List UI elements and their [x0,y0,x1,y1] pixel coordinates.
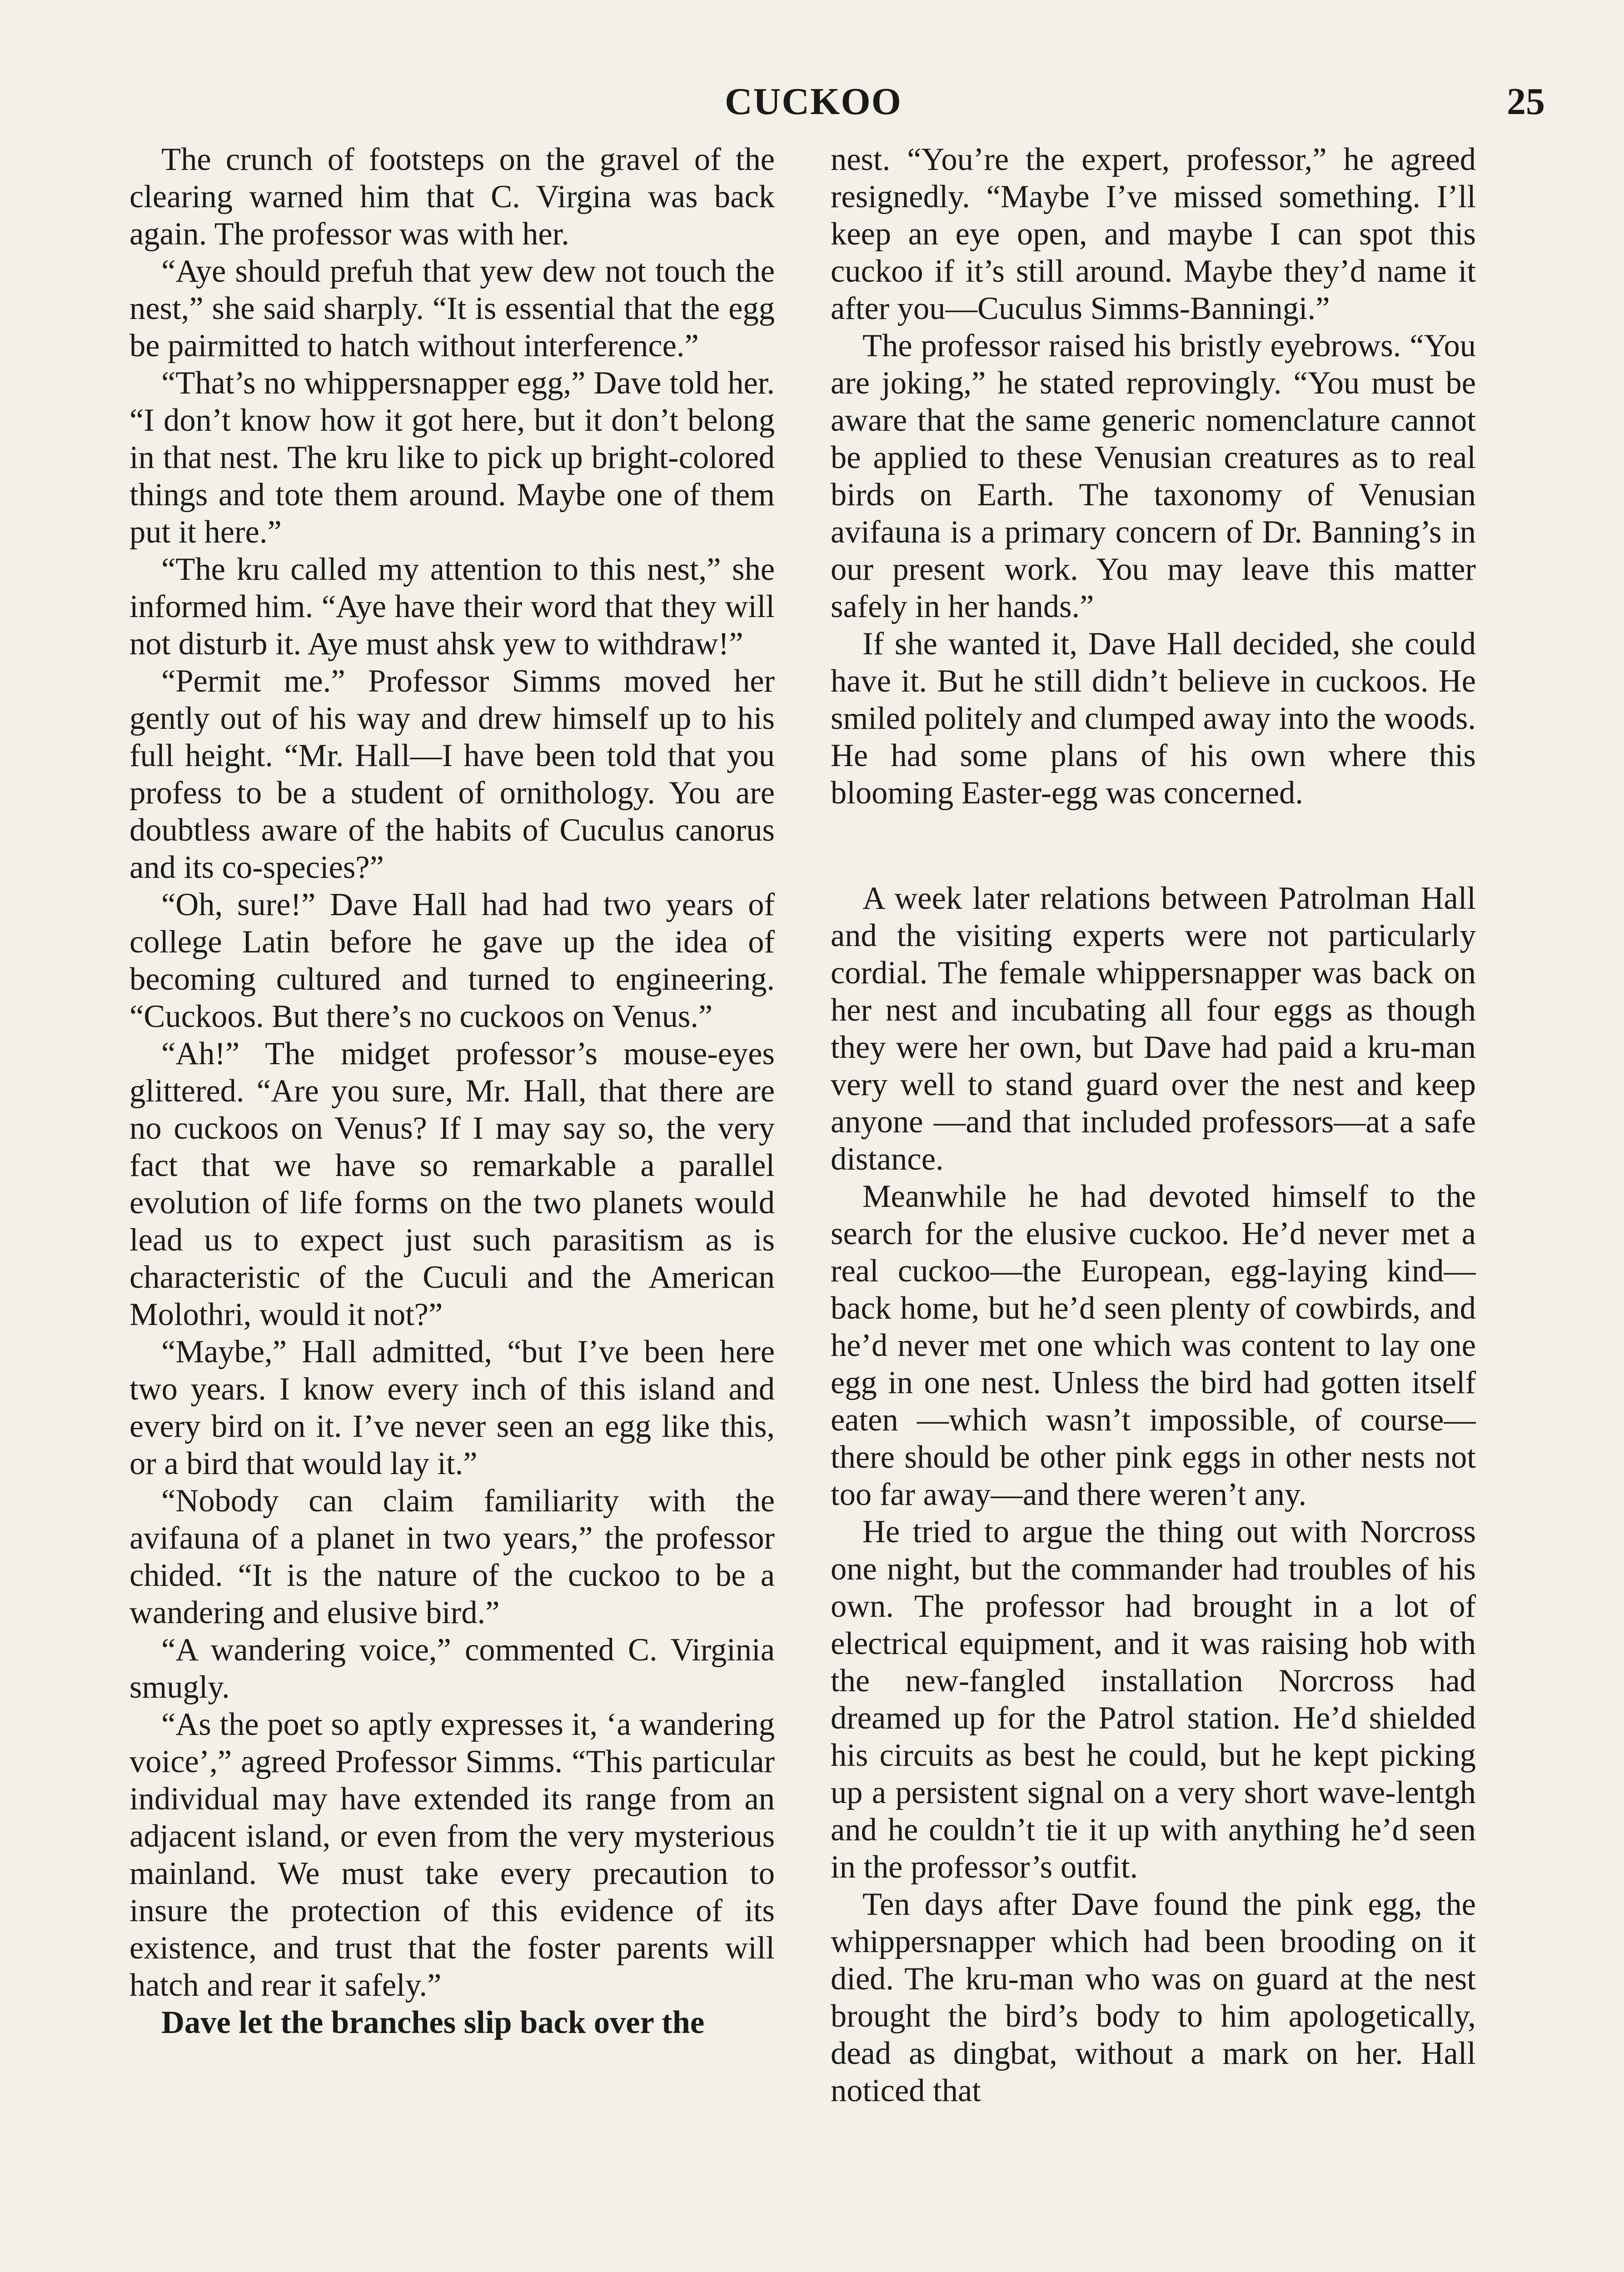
left-column [130,141,775,2272]
paragraph: “That’s no whippersnapper egg,” Dave told her. “I don’t know how it got here, but it don’t belong in that nest. The kru like to pick up bright-colored things and tote them around. Maybe one of them put it here.” [130,365,775,550]
paragraph: “A wandering voice,” commented C. Virginia smugly. [130,1632,775,1705]
paragraph: If she wanted it, Dave Hall decided, she could have it. But he still didn’t believe in cuckoos. He smiled politely and clumped away into the woods. He had some plans of his own where this blooming Easter-egg was concerned. [831,626,1476,811]
section-break [831,812,1476,880]
paragraph: “Oh, sure!” Dave Hall had had two years of college Latin before he gave up the idea of becoming cultured and turned to engineering. “Cuckoos. But there’s no cuckoos on Venus.” [130,887,775,1034]
running-title: CUCKOO [725,80,902,123]
page-header [0,80,1624,130]
paragraph: “Ah!” The midget professor’s mouse-eyes glittered. “Are you sure, Mr. Hall, that there are no cuckoos on Venus? If I may say so, the very fact that we have so remarkable a parallel evolution of life forms on the two planets would lead us to expect just such parasitism as is characteristic of the Cuculi and the American Molothri, would it not?” [130,1036,775,1332]
paragraph: “Aye should prefuh that yew dew not touch the nest,” she said sharply. “It is essential that the egg be pairmitted to hatch without interference.” [130,254,775,364]
paragraph: “Maybe,” Hall admitted, “but I’ve been here two years. I know every inch of this island and every bird on it. I’ve never seen an egg like this, or a bird that would lay it.” [130,1334,775,1481]
paragraph: “Permit me.” Professor Simms moved her gently out of his way and drew himself up to his full height. “Mr. Hall—I have been told that you profess to be a student of ornithology. You are doubtless aware of the habits of Cuculus canorus and its co-species?” [130,663,775,885]
paragraph: The crunch of footsteps on the gravel of the clearing warned him that C. Virgina was back again. The professor was with her. [130,142,775,252]
page-number: 25 [1507,80,1545,123]
paragraph: He tried to argue the thing out with Norcross one night, but the commander had troubles of his own. The professor had brought in a lot of electrical equipment, and it was raising hob with the new-fangled installation Norcross had dreamed up for the Patrol station. He’d shielded his circuits as best he could, but he kept picking up a persistent signal on a very short wave-lentgh and he couldn’t tie it up with anything he’d seen in the professor’s outfit. [831,1514,1476,1885]
paragraph: Dave let the branches slip back over the [161,2005,705,2040]
paragraph: Meanwhile he had devoted himself to the search for the elusive cuckoo. He’d never met a real cuckoo—the European, egg-laying kind—back home, but he’d seen plenty of cowbirds, and he’d never met one which was content to lay one egg in one nest. Unless the bird had gotten itself eaten —which wasn’t impossible, of course— there should be other pink eggs in other nests not too far away—and there weren’t any. [831,1179,1476,1512]
paragraph: A week later relations between Patrolman Hall and the visiting experts were not particularly cordial. The female whippersnapper was back on her nest and incubating all four eggs as though they were her own, but Dave had paid a kru-man very well to stand guard over the nest and keep anyone —and that included professors—at a safe distance. [831,881,1476,1177]
paragraph: nest. “You’re the expert, professor,” he agreed resignedly. “Maybe I’ve missed something. I’ll keep an eye open, and maybe I can spot this cuckoo if it’s still around. Maybe they’d name it after you—Cuculus Simms-Banningi.” [831,142,1476,326]
paragraph: “The kru called my attention to this nest,” she informed him. “Aye have their word that they will not disturb it. Aye must ahsk yew to withdraw!” [130,552,775,662]
paragraph: “Nobody can claim familiarity with the avifauna of a planet in two years,” the professor chided. “It is the nature of the cuckoo to be a wandering and elusive bird.” [130,1483,775,1630]
paragraph: The professor raised his bristly eyebrows. “You are joking,” he stated reprovingly. “You must be aware that the same generic nomenclature cannot be applied to these Venusian creatures as to real birds on Earth. The taxonomy of Venusian avifauna is a primary concern of Dr. Banning’s in our present work. You may leave this matter safely in her hands.” [831,328,1476,624]
right-column [831,141,1476,2272]
paragraph: “As the poet so aptly expresses it, ‘a wandering voice’,” agreed Professor Simms. “This particular individual may have extended its range from an adjacent island, or even from the very mysterious mainland. We must take every precaution to insure the protection of this evidence of its existence, and trust that the foster parents will hatch and rear it safely.” [130,1707,775,2003]
paragraph: Ten days after Dave found the pink egg, the whippersnapper which had been brooding on it died. The kru-man who was on guard at the nest brought the bird’s body to him apologetically, dead as dingbat, without a mark on her. Hall noticed that [831,1887,1476,2108]
